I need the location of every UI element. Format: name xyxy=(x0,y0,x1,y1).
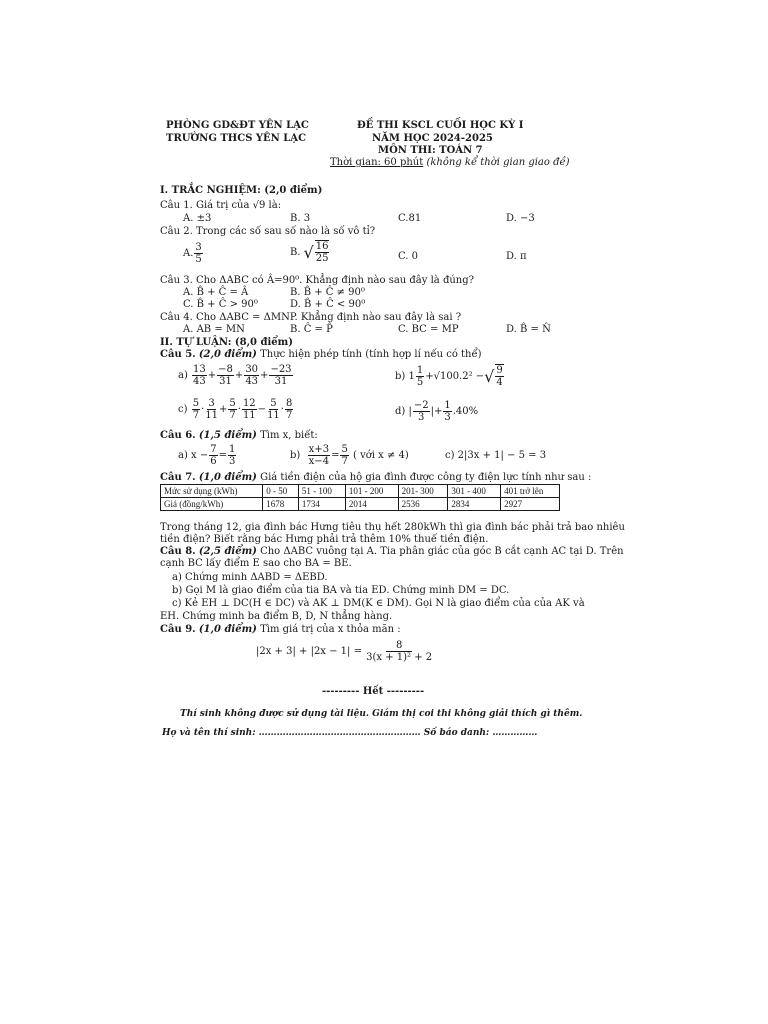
q6-b: b) $\frac{x+3}{x-4}$ = $\frac{5}{7}$ ( với x ≠ 4) xyxy=(290,444,409,467)
part2-title: II. TỰ LUẬN: (8,0 điểm) xyxy=(160,337,293,348)
department-name: PHÒNG GD&ĐT YÊN LẠC xyxy=(166,120,309,131)
q8-b: b) Gọi M là giao điểm của tia BA và tia ED. Chứng minh DM = DC. xyxy=(172,585,510,596)
q8-c2: EH. Chứng minh ba điểm B, D, N thẳng hàng. xyxy=(160,611,393,622)
q3-a: A. B̂ + Ĉ = Â xyxy=(183,287,249,298)
q3-c: C. B̂ + Ĉ > 90⁰ xyxy=(183,299,258,310)
q4-stem: Câu 4. Cho ΔABC = ΔMNP. Khẳng định nào sau đây là sai ? xyxy=(160,312,462,323)
table-row: Mức sử dụng (kWh) 0 - 50 51 - 100 101 - 200 201- 300 301 - 400 401 trở lên xyxy=(161,485,560,498)
q2-c: C. 0 xyxy=(398,251,419,262)
q5-c: c) $\frac{5}{7}$ · $\frac{3}{11}$ + $\frac{5}{7}$ · $\frac{12}{11}$ − $\frac{5}{11}$ · $\frac{8}{7}$ xyxy=(178,398,293,421)
q8-stem: Câu 8. (2,5 điểm) Cho ΔABC vuông tại A. Tia phân giác của góc B cắt cạnh AC tại D. Trên xyxy=(160,546,624,557)
q7-text-2: tiền điện? Biết rằng bác Hưng phải trả thêm 10% thuế tiền điện. xyxy=(160,534,489,545)
exam-title: ĐỀ THI KSCL CUỐI HỌC KỲ I xyxy=(357,120,524,131)
q4-d: D. B̂ = N̂ xyxy=(506,324,551,335)
q3-d: D. B̂ + Ĉ < 90⁰ xyxy=(290,299,366,310)
q7-stem: Câu 7. (1,0 điểm) Giá tiền điện của hộ gia đình được công ty điện lực tính như sau : xyxy=(160,472,592,483)
electricity-price-table xyxy=(160,484,560,511)
q1-stem: Câu 1. Giá trị của √9 là: xyxy=(160,200,282,211)
q5-b: b) 1 $\frac{1}{5}$ +√100.2² − √ $\frac{9}{4}$ xyxy=(395,364,503,388)
subject: MÔN THI: TOÁN 7 xyxy=(378,145,483,156)
part1-title: I. TRẮC NGHIỆM: (2,0 điểm) xyxy=(160,185,323,196)
q9-stem: Câu 9. (1,0 điểm) Tìm giá trị của x thỏa mãn : xyxy=(160,624,401,635)
q3-b: B. B̂ + Ĉ ≠ 90⁰ xyxy=(290,287,365,298)
q8-line-2: cạnh BC lấy điểm E sao cho BA = BE. xyxy=(160,558,352,569)
table-row: Giá (đồng/kWh) 1678 1734 2014 2536 2834 2927 xyxy=(161,498,560,511)
candidate-info-line: Họ và tên thí sinh: ……………………………………………… Số báo danh: …………… xyxy=(162,728,538,738)
q6-a: a) x − $\frac{7}{6}$ = $\frac{1}{3}$ xyxy=(178,444,236,467)
school-name: TRƯỜNG THCS YÊN LẠC xyxy=(166,133,307,144)
q5-d: d) | $\frac{-2}{3}$ |+ $\frac{1}{3}$ .40% xyxy=(395,400,479,423)
q4-c: C. BC = MP xyxy=(398,324,459,335)
exam-paper xyxy=(150,112,625,752)
q2-b: B. √ $\frac{16}{25}$ xyxy=(290,241,329,264)
exam-note: Thí sinh không được sử dụng tài liệu. Giám thị coi thi không giải thích gì thêm. xyxy=(180,709,583,719)
end-mark: --------- Hết --------- xyxy=(322,686,425,697)
q4-a: A. AB = MN xyxy=(183,324,245,335)
q6-c: c) 2|3x + 1| − 5 = 3 xyxy=(445,450,547,461)
q7-text-1: Trong tháng 12, gia đình bác Hưng tiêu thụ hết 280kWh thì gia đình bác phải trả bao nhiêu xyxy=(160,522,625,533)
q3-stem: Câu 3. Cho ΔABC có Â=90⁰. Khẳng định nào sau đây là đúng? xyxy=(160,275,474,286)
q1-a: A. ±3 xyxy=(183,213,212,224)
q4-b: B. Ĉ = P̂ xyxy=(290,324,333,335)
q1-b: B. 3 xyxy=(290,213,311,224)
q2-d: D. π xyxy=(506,251,527,262)
q1-d: D. −3 xyxy=(506,213,535,224)
q9-equation: |2x + 3| + |2x − 1| = $\frac{8}{\text{3(x + 1)² + 2}}$ xyxy=(256,640,433,663)
school-year: NĂM HỌC 2024-2025 xyxy=(372,133,493,144)
q5-stem: Câu 5. (2,0 điểm) Thực hiện phép tính (tính hợp lí nếu có thể) xyxy=(160,349,482,360)
q2-a: A. $\frac{3}{5}$ xyxy=(183,242,202,265)
q8-c1: c) Kẻ EH ⊥ DC(H ∈ DC) và AK ⊥ DM(K ∈ DM). Gọi N là giao điểm của của AK và xyxy=(172,598,585,609)
q6-stem: Câu 6. (1,5 điểm) Tìm x, biết: xyxy=(160,430,318,441)
q5-a: a) $\frac{13}{43}$ + $\frac{-8}{31}$ + $\frac{30}{43}$ + $\frac{-23}{31}$ xyxy=(178,364,292,387)
q2-stem: Câu 2. Trong các số sau số nào là số vô tỉ? xyxy=(160,226,376,237)
q1-c: C.81 xyxy=(398,213,422,224)
exam-time: Thời gian: 60 phút (không kể thời gian giao đề) xyxy=(330,157,570,168)
q8-a: a) Chứng minh ΔABD = ΔEBD. xyxy=(172,572,328,583)
